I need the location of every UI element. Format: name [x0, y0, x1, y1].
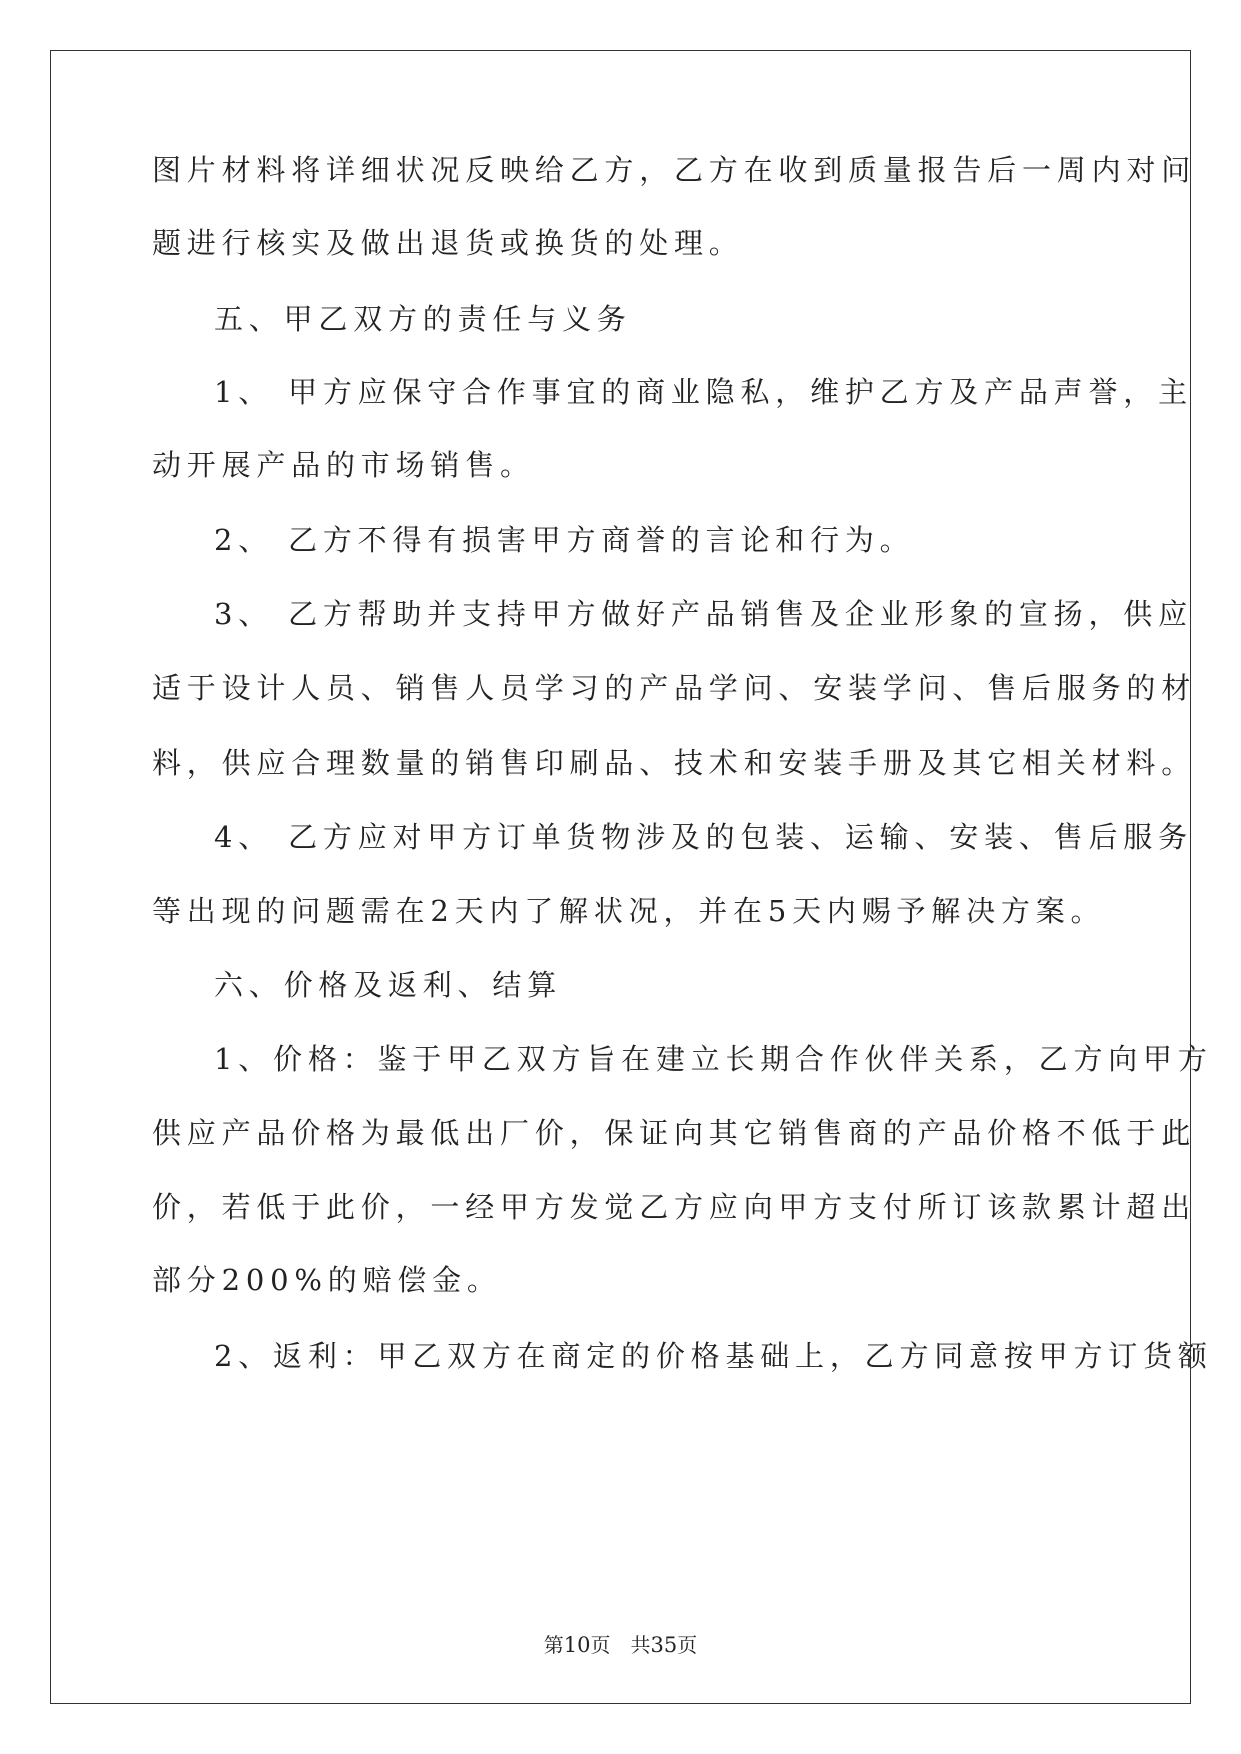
body-line: 价，若低于此价，一经甲方发觉乙方应向甲方支付所订该款累计超出 — [152, 1190, 1197, 1224]
body-line: 1、价格：鉴于甲乙双方旨在建立长期合作伙伴关系，乙方向甲方 — [214, 1042, 1213, 1076]
body-line: 4、 乙方应对甲方订单货物涉及的包装、运输、安装、售后服务 — [214, 820, 1193, 854]
page-border — [50, 50, 1191, 1704]
total-pages: 35 — [650, 1633, 678, 1657]
section-heading: 五、甲乙双方的责任与义务 — [214, 302, 632, 336]
total-label-prefix: 共 — [630, 1633, 651, 1657]
body-line: 3、 乙方帮助并支持甲方做好产品销售及企业形象的宣扬，供应 — [214, 597, 1193, 631]
body-line: 部分200%的赔偿金。 — [152, 1263, 502, 1297]
total-label-suffix: 页 — [677, 1633, 698, 1657]
body-line: 等出现的问题需在2天内了解状况，并在5天内赐予解决方案。 — [152, 894, 1106, 928]
body-line: 题进行核实及做出退货或换货的处理。 — [152, 226, 744, 260]
body-line: 2、返利：甲乙双方在商定的价格基础上，乙方同意按甲方订货额 — [214, 1339, 1213, 1373]
body-line: 供应产品价格为最低出厂价，保证向其它销售商的产品价格不低于此 — [152, 1116, 1197, 1150]
body-line: 1、 甲方应保守合作事宜的商业隐私，维护乙方及产品声誉，主 — [214, 375, 1193, 409]
page-number: 10 — [563, 1633, 591, 1657]
body-line: 图片材料将详细状况反映给乙方，乙方在收到质量报告后一周内对问 — [152, 153, 1197, 187]
page-footer — [0, 1633, 1241, 1657]
page-label-suffix: 页 — [590, 1633, 611, 1657]
body-line: 适于设计人员、销售人员学习的产品学问、安装学问、售后服务的材 — [152, 671, 1197, 705]
body-line: 动开展产品的市场销售。 — [152, 448, 535, 482]
section-heading: 六、价格及返利、结算 — [214, 968, 563, 1002]
body-line: 2、 乙方不得有损害甲方商誉的言论和行为。 — [214, 523, 915, 557]
page-label-prefix: 第 — [543, 1633, 564, 1657]
body-line: 料，供应合理数量的销售印刷品、技术和安装手册及其它相关材料。 — [152, 746, 1197, 780]
